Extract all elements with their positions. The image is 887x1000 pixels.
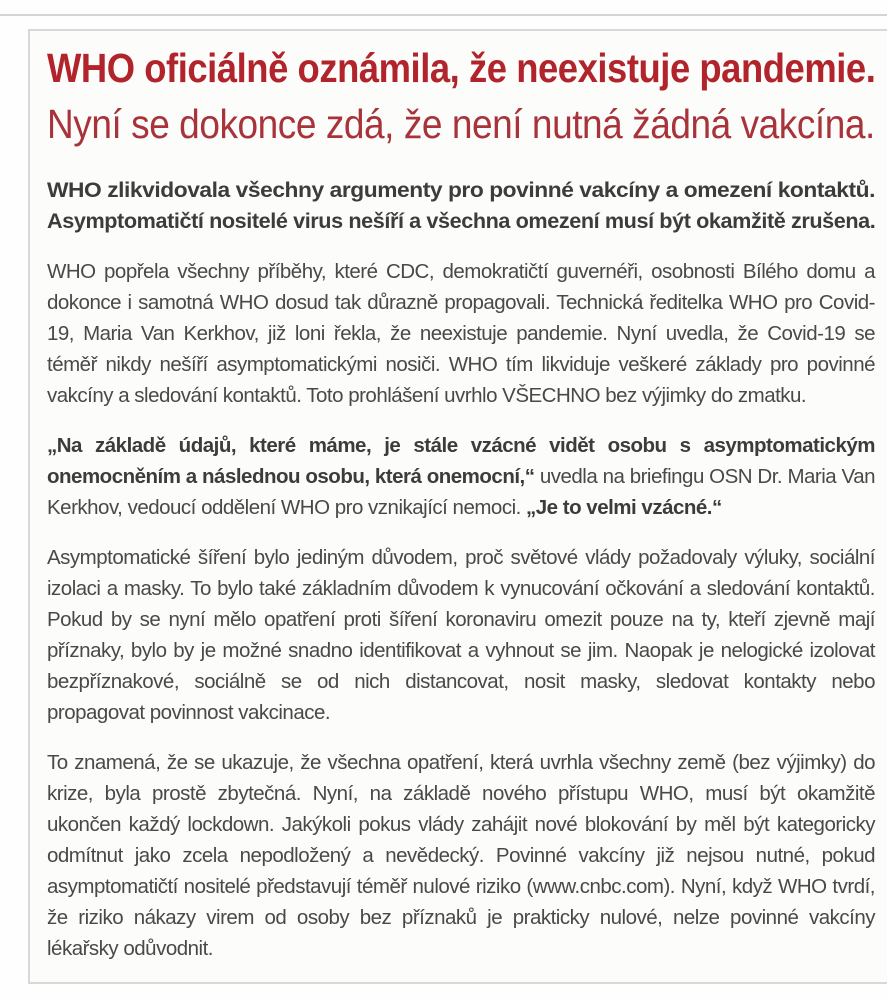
top-divider [0,14,887,16]
paragraph-asymptomatic-spread: Asymptomatické šíření bylo jediným důvodem, proč světové vlády požadovaly výluky, sociální izolaci a masky. To bylo také základním důvodem k vynucování očkování a sledování kontaktů. Pokud by se nyní mělo opatření proti šíření koronaviru omezit pouze na ty, kteří zjevně mají příznaky, bylo by je možné snadno identifikovat a vyhnout se jim. Naopak je nelogické izolovat bezpříznakové, sociálně se od nich distancovat, nosit masky, sledovat kontakty nebo propagovat povinnost vakcinace. [47,546,875,724]
headline-line-2: Nyní se dokonce zdá, že není nutná žádná vakcína. [47,101,875,147]
article-subhead [47,175,875,237]
quote-closing-bold: „Je to velmi vzácné.“ [526,496,722,519]
quote-opening-bold: „Na základě údajů, které máme, je stále vzácné vidět osobu s asymptomatickým onemocněním a následnou osobu, která onemocní,“ [47,434,875,488]
headline-line-1: WHO oficiálně oznámila, že neexistuje pandemie. [47,45,876,91]
paragraph-conclusion: To znamená, že se ukazuje, že všechna opatření, která uvrhla všechny země (bez výjimky) do krize, byla prostě zbytečná. Nyní, na základě nového přístupu WHO, musí být okamžitě ukončen každý lockdown. Jakýkoli pokus vlády zahájit nové blokování by měl být kategoricky odmítnut jako zcela nepodložený a nevědecký. Povinné vakcíny již nejsou nutné, pokud asymptomatičtí nositelé představují téměř nulové riziko (www.cnbc.com). Nyní, když WHO tvrdí, že riziko nákazy virem od osoby bez příznaků je prakticky nulové, nelze povinné vakcíny lékařsky odůvodnit. [47,751,875,960]
article-box [28,29,887,984]
subhead-line-1: WHO zlikvidovala všechny argumenty pro povinné vakcíny a omezení kontaktů. [47,179,875,202]
quote-attribution: uvedla na briefingu OSN Dr. Maria Van Kerkhov, vedoucí oddělení WHO pro vznikající nemoci. [47,465,875,519]
paragraph-quote [47,430,875,523]
article-headline [47,45,875,157]
subhead-line-2: Asymptomatičtí nositelé virus nešíří a všechna omezení musí být okamžitě zrušena. [47,210,876,233]
paragraph-who-denial: WHO popřela všechny příběhy, které CDC, demokratičtí guvernéři, osobnosti Bílého domu a dokonce i samotná WHO dosud tak důrazně propagovali. Technická ředitelka WHO pro Covid-19, Maria Van Kerkhov, již loni řekla, že neexistuje pandemie. Nyní uvedla, že Covid-19 se téměř nikdy nešíří asymptomatickými nosiči. WHO tím likviduje veškeré základy pro povinné vakcíny a sledování kontaktů. Toto prohlášení uvrhlo VŠECHNO bez výjimky do zmatku. [47,260,875,407]
